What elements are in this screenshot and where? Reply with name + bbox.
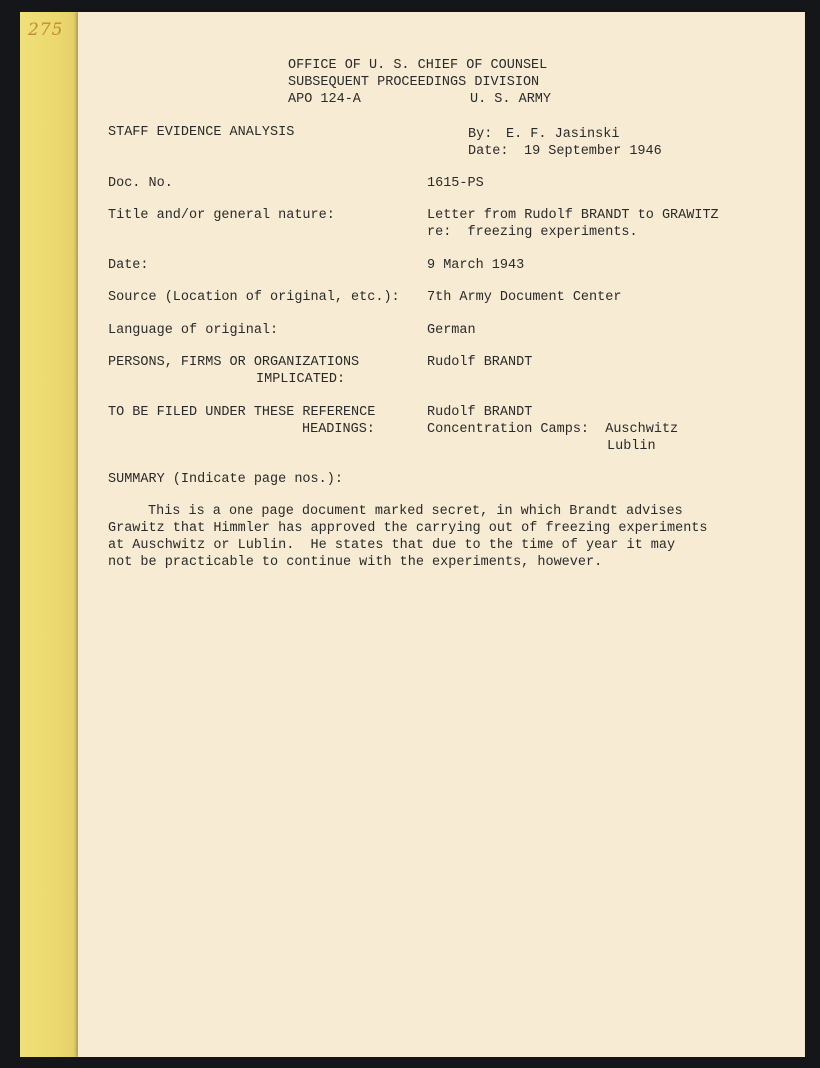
header-army: U. S. ARMY	[470, 92, 552, 107]
header-apo: APO 124-A	[288, 92, 361, 107]
title-value-line1: Letter from Rudolf BRANDT to GRAWITZ	[427, 208, 719, 223]
header-division: SUBSEQUENT PROCEEDINGS DIVISION	[288, 75, 540, 90]
summary-line: This is a one page document marked secret, in which Brandt advises	[148, 504, 683, 519]
summary-label: SUMMARY (Indicate page nos.):	[108, 472, 343, 487]
handwritten-page-number: 275	[28, 20, 64, 40]
header-office: OFFICE OF U. S. CHIEF OF COUNSEL	[288, 58, 548, 73]
persons-label-line1: PERSONS, FIRMS OR ORGANIZATIONS	[108, 355, 360, 370]
filed-label-line2: HEADINGS:	[302, 422, 375, 437]
date-label: Date:	[468, 144, 509, 159]
analysis-title: STAFF EVIDENCE ANALYSIS	[108, 125, 295, 140]
filed-value-line2: Concentration Camps: Auschwitz	[427, 422, 679, 437]
date-value: 19 September 1946	[524, 144, 662, 159]
persons-value: Rudolf BRANDT	[427, 355, 533, 370]
persons-label-line2: IMPLICATED:	[256, 372, 346, 387]
language-value: German	[427, 323, 476, 338]
summary-line: Grawitz that Himmler has approved the carrying out of freezing experiments	[108, 521, 708, 536]
language-label: Language of original:	[108, 323, 279, 338]
summary-line: not be practicable to continue with the experiments, however.	[108, 555, 603, 570]
filed-value-line3: Lublin	[607, 439, 656, 454]
by-label: By:	[468, 127, 493, 142]
title-value-line2: re: freezing experiments.	[427, 225, 638, 240]
source-value: 7th Army Document Center	[427, 290, 622, 305]
filed-label-line1: TO BE FILED UNDER THESE REFERENCE	[108, 405, 376, 420]
title-label: Title and/or general nature:	[108, 208, 335, 223]
doc-no-value: 1615-PS	[427, 176, 484, 191]
yellow-backing-strip	[20, 12, 78, 1057]
date-field-label: Date:	[108, 258, 149, 273]
date-field-value: 9 March 1943	[427, 258, 525, 273]
summary-line: at Auschwitz or Lublin. He states that due to the time of year it may	[108, 538, 676, 553]
doc-no-label: Doc. No.	[108, 176, 173, 191]
filed-value-line1: Rudolf BRANDT	[427, 405, 533, 420]
by-value: E. F. Jasinski	[506, 127, 620, 142]
source-label: Source (Location of original, etc.):	[108, 290, 400, 305]
